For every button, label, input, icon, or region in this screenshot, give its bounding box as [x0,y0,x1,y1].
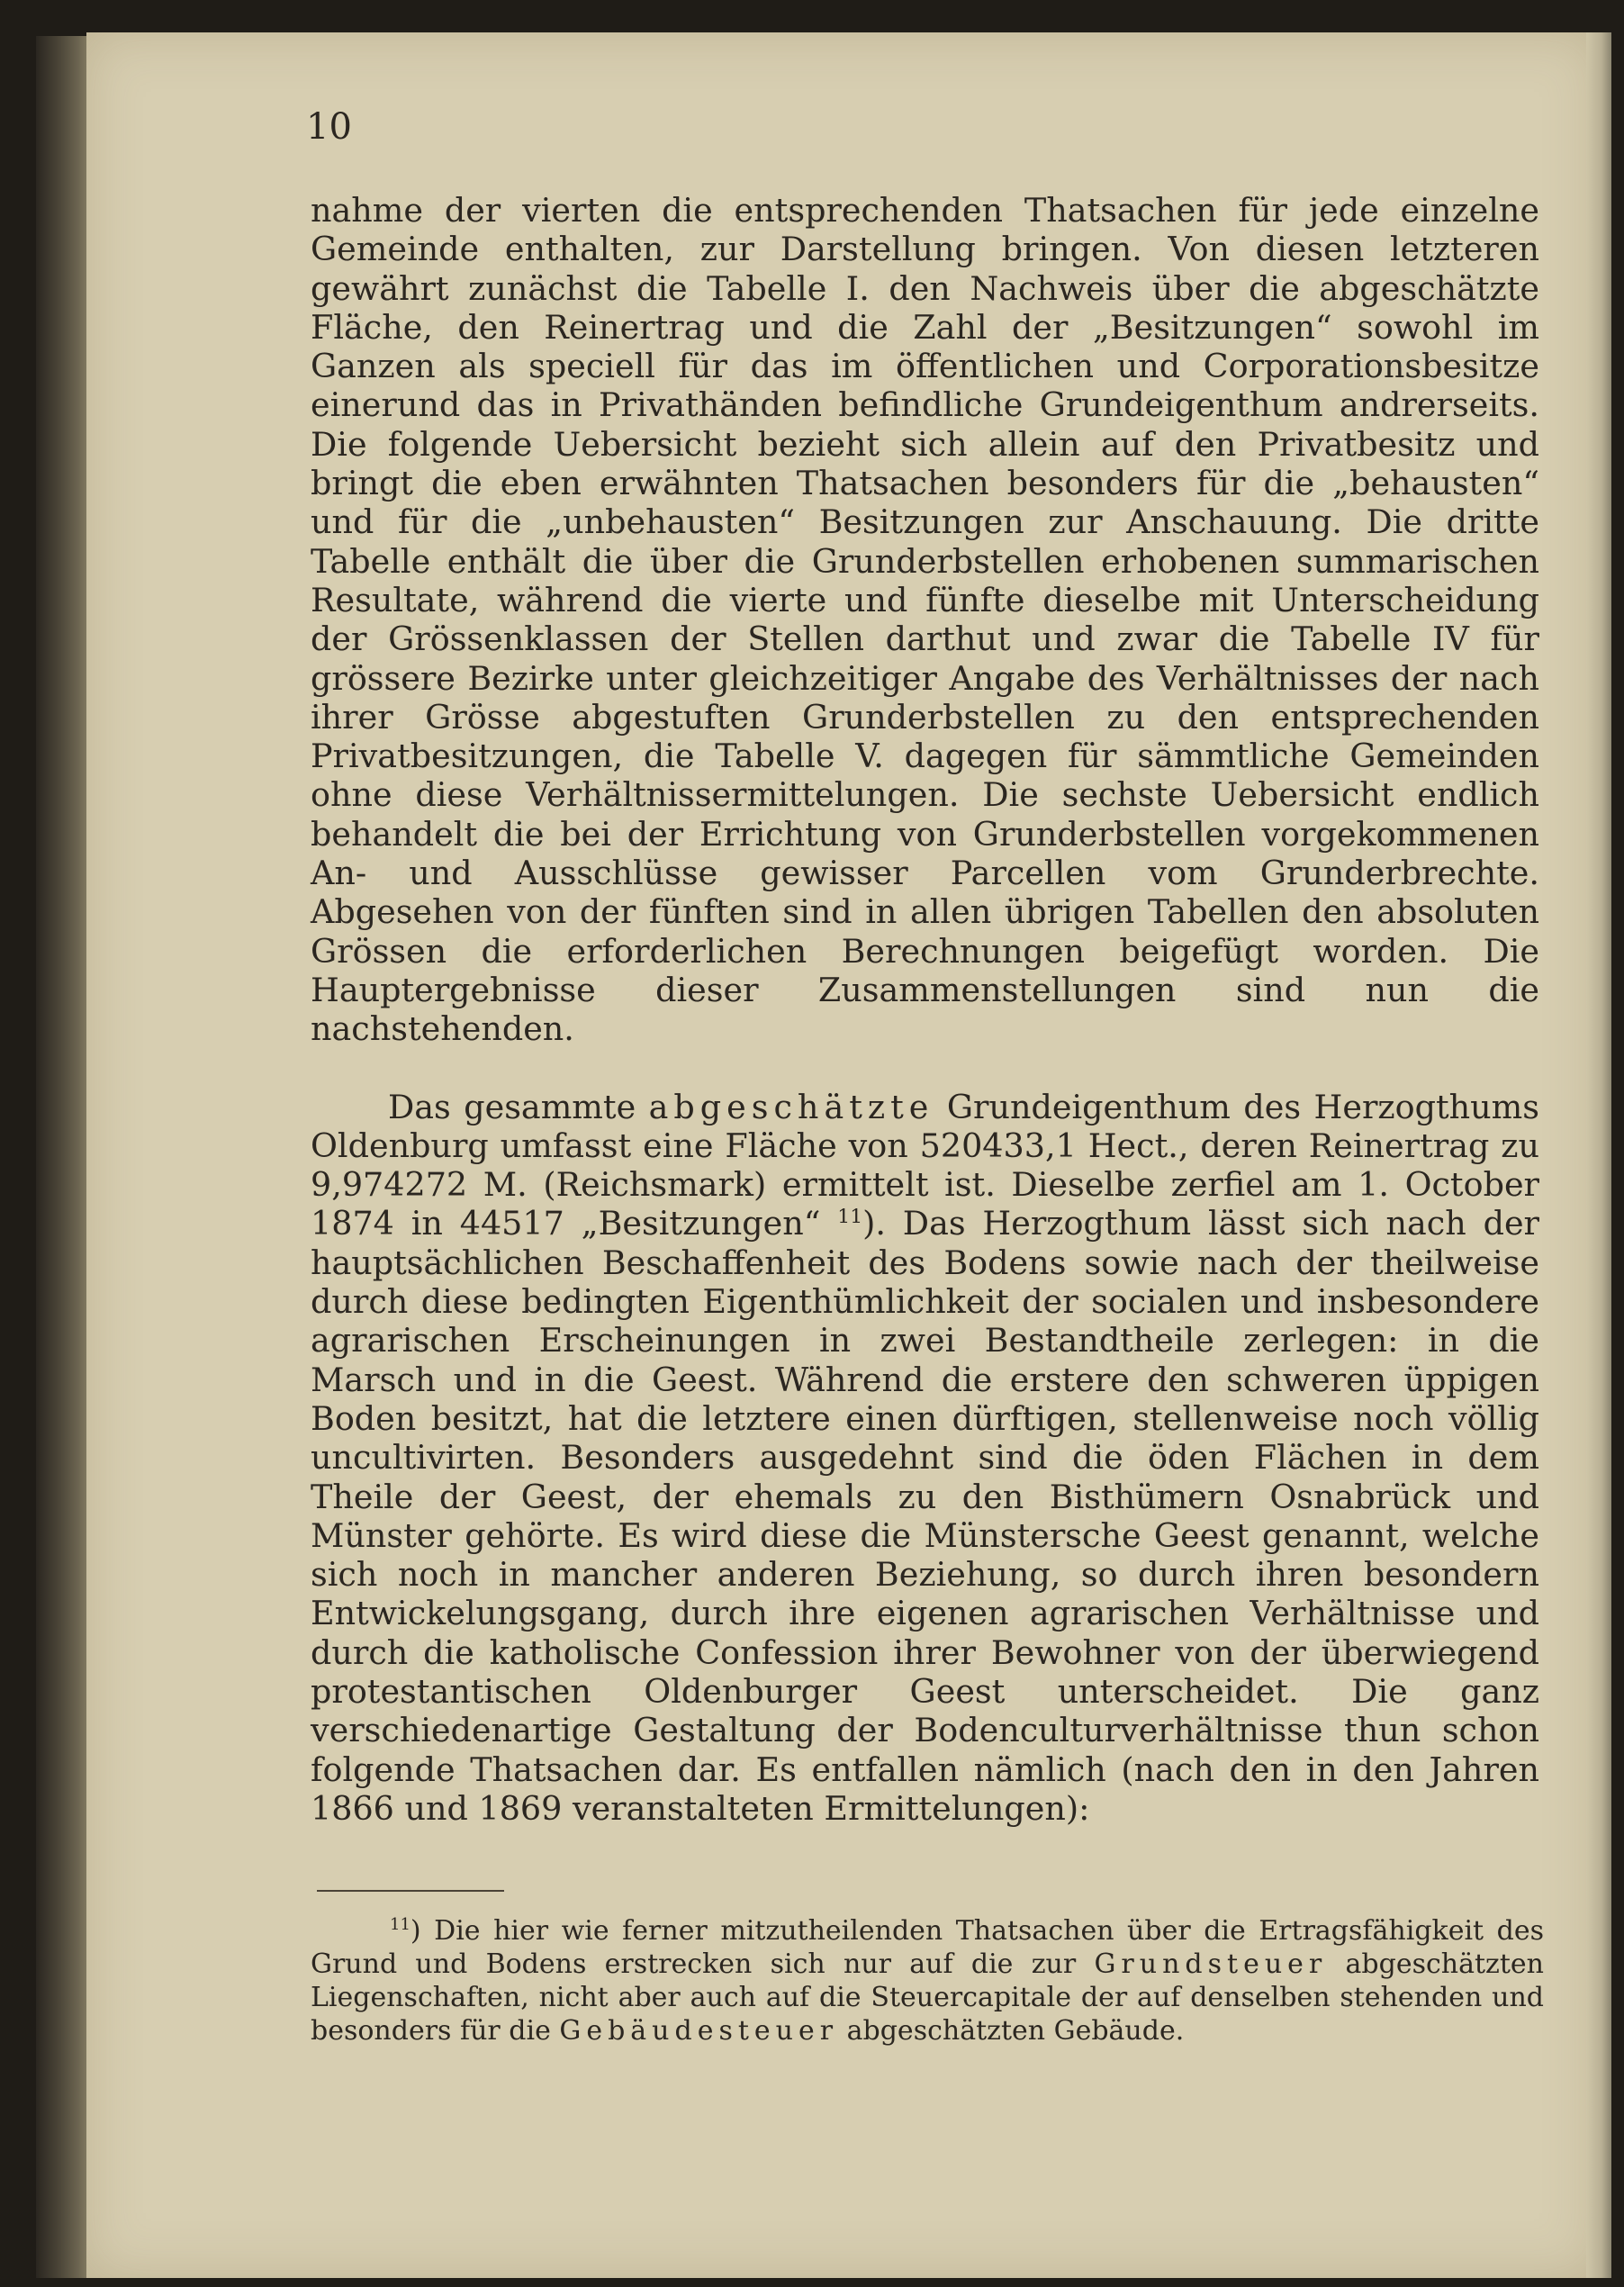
footnote-reference: 11 [837,1206,863,1229]
emphasized-word: Gebäudesteuer [559,2015,839,2047]
paragraph-continuation: nahme der vierten die entsprechenden Thatsachen für jede einzelne Gemeinde enthalten, zur Darstellung bringen. Von diesen letzteren gewährt zunächst die Tabelle I. den Nachweis über die abgeschätzte Fläche, den Reinertrag und die Zahl der „Besitzungen“ sowohl im Ganzen als speciell für das im öffentlichen und Corporationsbesitze einerund das in Privathänden befindliche Grundeigenthum andrerseits. Die folgende Uebersicht bezieht sich allein auf den Privatbesitz und bringt die eben erwähnten Thatsachen besonders für die „behausten“ und für die „unbehausten“ Besitzungen zur Anschauung. Die dritte Tabelle enthält die über die Grunderbstellen erhobenen summarischen Resultate, während die vierte und fünfte dieselbe mit Unterscheidung der Grössenklassen der Stellen darthut und zwar die Tabelle IV für grössere Bezirke unter gleichzeitiger Angabe des Verhältnisses der nach ihrer Grösse abgestuften Grunderbstellen zu den entsprechenden Privatbesitzungen, die Tabelle V. dagegen für sämmtliche Gemeinden ohne diese Verhältnissermittelungen. Die sechste Uebersicht endlich behandelt die bei der Errichtung von Grunderbstellen vorgekommenen An- und Ausschlüsse gewisser Parcellen vom Grunderbrechte. Abgesehen von der fünften sind in allen übrigen Tabellen den absoluten Grössen die erforderlichen Berechnungen beigefügt worden. Die Hauptergebnisse dieser Zusammenstellungen sind nun die nachstehenden. [311,191,1539,1049]
footnote-text: abgeschätzten Gebäude. [846,2015,1185,2047]
paragraph-text: Grundeigenthum des Herzogthums Oldenburg umfasst eine Fläche von 520433,1 Hect., deren Reinertrag zu 9,974272 M. (Reichsmark) ermittelt ist. Dieselbe zerfiel am 1. October 1874 in 44517 „Besitzungen“ [311,1087,1540,1243]
emphasized-word: Grundsteuer [1094,1948,1328,1980]
paragraph-text: ). Das Herzogthum lässt sich nach der hauptsächlichen Beschaffenheit des Bodens sowie nach der theilweise durch diese bedingten Eigenthümlichkeit der socialen und insbesondere agrarischen Erscheinungen in zwei Bestandtheile zerlegen: in die Marsch und in die Geest. Während die erstere den schweren üppigen Boden besitzt, hat die letztere einen dürftigen, stellenweise noch völlig uncultivirten. Besonders ausgedehnt sind die öden Flächen in dem Theile der Geest, der ehemals zu den Bisthümern Osnabrück und Münster gehörte. Es wird diese die Münstersche Geest genannt, welche sich noch in mancher anderen Beziehung, so durch ihren besondern Entwickelungsgang, durch ihre eigenen agrarischen Verhältnisse und durch die katholische Confession ihrer Bewohner von der überwiegend protestantischen Oldenburger Geest unterscheidet. Die ganz verschiedenartige Gestaltung der Bodenculturverhältnisse thun schon folgende Thatsachen dar. Es entfallen nämlich (nach den in den Jahren 1866 und 1869 veranstalteten Ermittelungen): [311,1204,1539,1828]
book-spine [36,36,92,2278]
footnote [311,1914,1544,2047]
footnote-marker: 11 [390,1915,411,1934]
paragraph-lead: Das gesammte [388,1087,636,1126]
footnote-text: ) Die hier wie ferner mitzutheilenden Thatsachen über die Ertragsfähigkeit des Grund und Bodens erstrecken sich nur auf die zur [311,1915,1544,1980]
page-edge [1586,32,1611,2278]
emphasized-word: abgeschätzte [648,1087,934,1126]
footnote-divider [317,1890,504,1892]
main-text [311,191,1539,1828]
paragraph-second [311,1088,1539,1829]
footnote-text: abgeschätzten Liegenschaften, nicht aber auch auf die Steuercapitale der auf denselben stehenden und besonders für die [311,1948,1544,2047]
page-number: 10 [306,106,352,148]
